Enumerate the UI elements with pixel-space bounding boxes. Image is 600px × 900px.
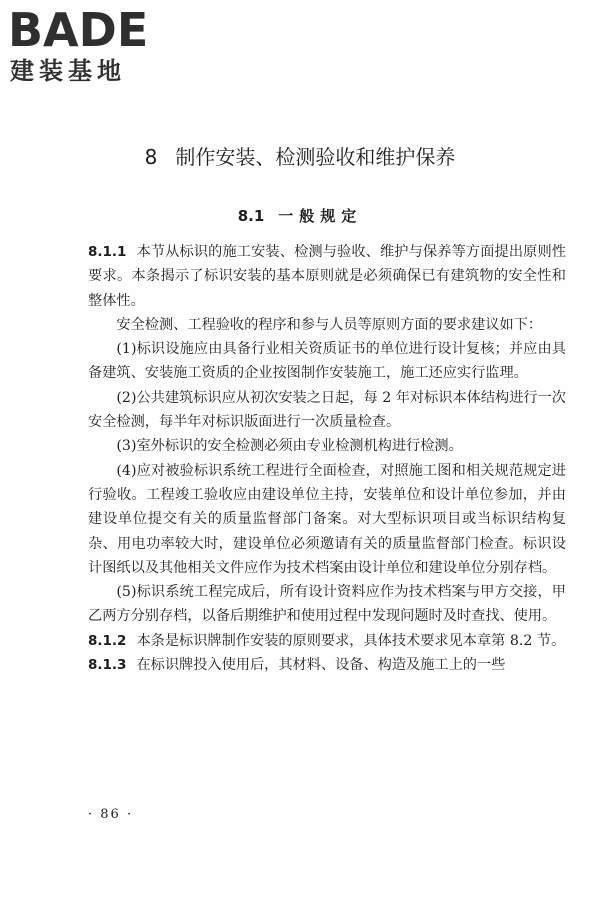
section-title: 一般规定 <box>278 207 363 225</box>
clause-number: 8.1.2 <box>88 632 127 649</box>
list-item: (1)标识设施应由具备行业相关资质证书的单位进行设计复核；并应由具备建筑、安装施工资质的企业按图制作安装施工，施工还应实行监理。 <box>88 341 566 382</box>
clause-paragraph <box>88 653 566 677</box>
bade-logo <box>8 4 178 90</box>
list-item: (2)公共建筑标识应从初次安装之日起，每 2 年对标识本体结构进行一次安全检测，每半年对标识版面进行一次质量检查。 <box>88 389 566 431</box>
chapter-title: 制作安装、检测验收和维护保养 <box>175 145 456 169</box>
chapter-heading <box>0 143 600 171</box>
section-heading <box>0 205 600 227</box>
clause-number: 8.1.3 <box>88 657 127 674</box>
clause-paragraph <box>88 240 566 313</box>
clause-number: 8.1.1 <box>88 244 127 260</box>
clause-text: 本条是标识牌制作安装的原则要求，具体技术要求见本章第 8.2 节。 <box>136 632 566 649</box>
logo-wordmark: BADE <box>8 3 149 57</box>
clause-paragraph <box>88 629 566 653</box>
clause-text: 本节从标识的施工安装、检测与验收、维护与保养等方面提出原则性要求。本条揭示了标识安装的基本原则就是必须确保已有建筑物的安全性和整体性。 <box>88 244 566 309</box>
clause-text: 在标识牌投入使用后，其材料、设备、构造及施工上的一些 <box>136 657 506 674</box>
section-number: 8.1 <box>237 207 265 225</box>
paragraph: 安全检测、工程验收的程序和参与人员等原则方面的要求建议如下： <box>116 316 543 333</box>
page-number: · 86 · <box>88 807 134 822</box>
list-item: (3)室外标识的安全检测必须由专业检测机构进行检测。 <box>116 438 463 455</box>
body-text <box>88 240 566 677</box>
list-item: (4)应对被验标识系统工程进行全面检查，对照施工图和相关规范规定进行验收。工程竣工验收应由建设单位主持，安装单位和设计单位参加，并由建设单位提交有关的质量监督部门备案。对大型标识项目或当标识结构复杂、用电功率较大时，建设单位必须邀请有关的质量监督部门检查。标识设计图纸以及其他相关文件应作为技术档案由设计单位和建设单位分别存档。 <box>88 462 566 576</box>
logo-subtitle: 建装基地 <box>10 57 126 85</box>
chapter-number: 8 <box>144 145 158 169</box>
list-item: (5)标识系统工程完成后，所有设计资料应作为技术档案与甲方交接，甲乙两方分别存档，以备后期维护和使用过程中发现问题时及时查找、使用。 <box>88 584 566 625</box>
